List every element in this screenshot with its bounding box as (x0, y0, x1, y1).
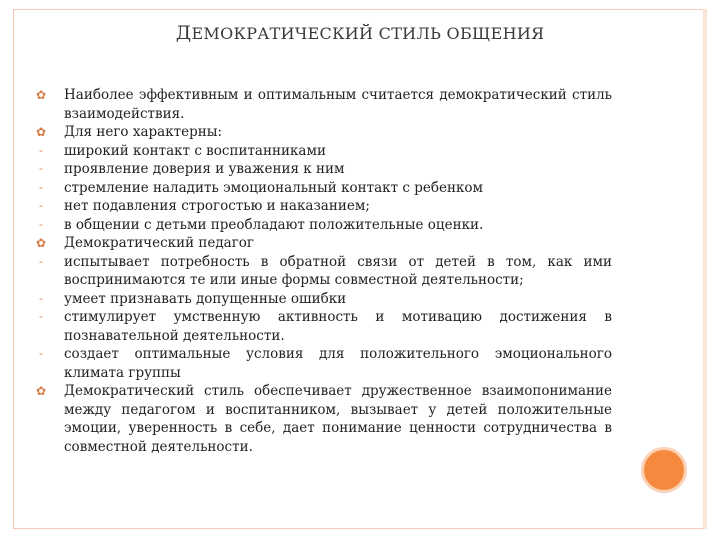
list-item-text: широкий контакт с воспитанниками (64, 142, 326, 159)
dash-bullet-icon: - (39, 310, 43, 323)
list-item-text: создает оптимальные условия для положительного эмоционального климата группы (64, 346, 612, 381)
list-item (36, 290, 612, 309)
dash-bullet-icon: - (39, 162, 43, 175)
flower-bullet-icon: ✿ (36, 236, 47, 250)
list-item (36, 234, 612, 253)
list-item (36, 179, 612, 198)
list-item (36, 123, 612, 142)
list-item (36, 86, 612, 123)
flower-bullet-icon: ✿ (36, 125, 47, 139)
list-item (36, 160, 612, 179)
dash-bullet-icon: - (39, 347, 43, 360)
list-item (36, 308, 612, 345)
decorative-circle-icon (641, 447, 687, 493)
dash-bullet-icon: - (39, 199, 43, 212)
dash-bullet-icon: - (39, 217, 43, 231)
title-first-letter: Д (175, 22, 192, 44)
list-item (36, 253, 612, 290)
list-item-text: стремление наладить эмоциональный контакт с ребенком (64, 179, 484, 196)
list-item-text: Для него характерны: (64, 124, 223, 140)
list-item-text: проявление доверия и уважения к ним (64, 161, 345, 177)
dash-bullet-icon: - (39, 143, 43, 157)
list-item-text: Демократический педагог (64, 235, 255, 251)
dash-bullet-icon: - (39, 180, 43, 194)
flower-bullet-icon: ✿ (36, 88, 47, 102)
dash-bullet-icon: - (39, 254, 43, 268)
list-item-text: в общении с детьми преобладают положительные оценки. (64, 216, 484, 233)
list-item (36, 345, 612, 382)
slide-content (36, 86, 612, 456)
list-item-text: стимулирует умственную активность и мотивацию достижения в познавательной деятельности. (64, 309, 612, 344)
slide-edge-decoration (703, 9, 707, 529)
list-item-text: умеет признавать допущенные ошибки (64, 290, 347, 307)
dash-bullet-icon: - (39, 291, 43, 305)
slide-title (0, 22, 720, 44)
list-item-text: испытывает потребность в обратной связи от детей в том, как ими воспринимаются те или иные формы совместной деятельности; (64, 253, 612, 288)
list-item (36, 382, 612, 456)
list-item (36, 142, 612, 161)
list-item-text: Наиболее эффективным и оптимальным считается демократический стиль взаимодействия. (64, 87, 612, 122)
list-item-text: Демократический стиль обеспечивает дружественное взаимопонимание между педагогом и воспитанником, вызывает у детей положительные эмоции, уверенность в себе, дает понимание ценности сотрудничества в совместной деятельности. (64, 383, 612, 455)
list-item (36, 197, 612, 216)
title-rest: ЕМОКРАТИЧЕСКИЙ СТИЛЬ ОБЩЕНИЯ (191, 24, 545, 43)
flower-bullet-icon: ✿ (36, 384, 47, 398)
list-item-text: нет подавления строгостью и наказанием; (64, 198, 370, 214)
list-item (36, 216, 612, 235)
